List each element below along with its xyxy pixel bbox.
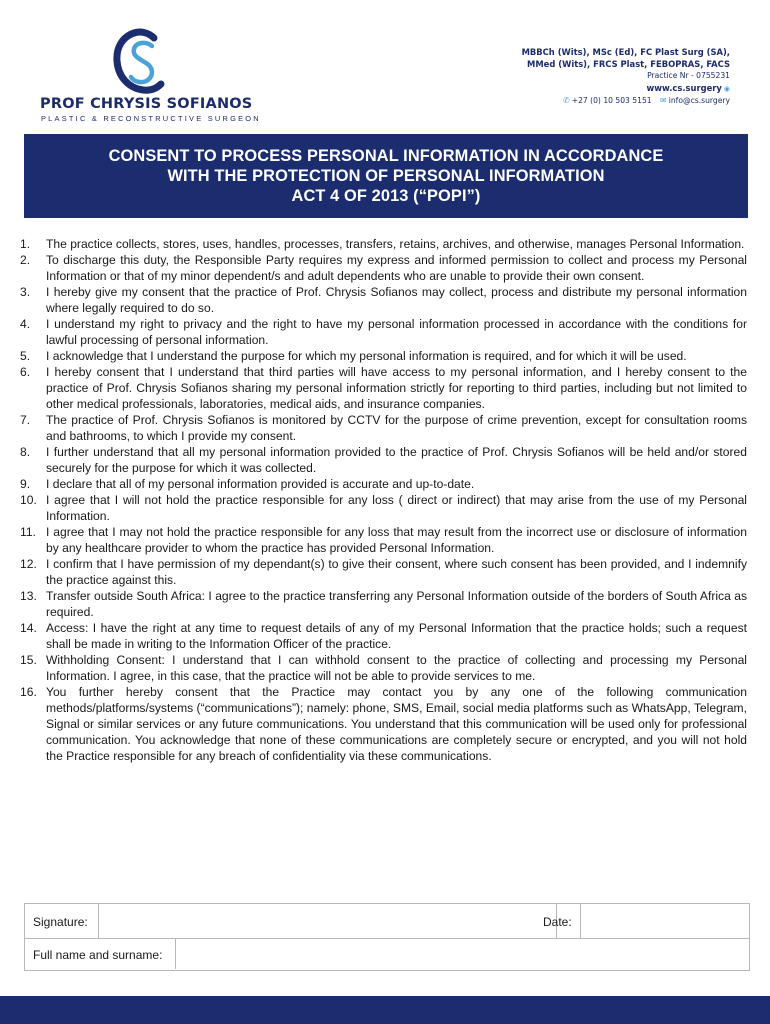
- item-number: 10.: [20, 493, 37, 507]
- qualifications-line-2: MMed (Wits), FRCS Plast, FEBOPRAS, FACS: [527, 59, 730, 69]
- item-text: I further understand that all my personal information provided to the practice of Prof. Chrysis Sofianos will be held and/or stored securely for the purpose for which it was collected.: [46, 445, 747, 475]
- item-text: I hereby consent that I understand that third parties will have access to my personal information, and I hereby consent to the practice of Prof. Chrysis Sofianos sharing my personal information strictly for reporting to third parties, including but not limited to other medical professionals, laboratories, medical aids, and insurance companies.: [46, 365, 747, 411]
- item-number: 2.: [20, 253, 31, 267]
- list-item: [20, 316, 747, 348]
- list-item: [20, 252, 747, 284]
- practice-number: Practice Nr - 0755231: [647, 71, 730, 80]
- practice-logo: [40, 28, 261, 124]
- list-item: [20, 444, 747, 476]
- date-field[interactable]: [580, 904, 749, 938]
- item-text: To discharge this duty, the Responsible Party requires my express and informed permission to collect and process my Personal Information or that of my minor dependent/s and adult dependents who are unable to provide their own consent.: [46, 253, 747, 283]
- signature-field[interactable]: [98, 904, 557, 938]
- globe-icon: ◉: [723, 85, 730, 93]
- item-number: 9.: [20, 477, 31, 491]
- email-address[interactable]: info@cs.surgery: [668, 96, 730, 105]
- item-text: Withholding Consent: I understand that I can withhold consent to the practice of collecting and processing my Personal Information. I agree, in this case, that the practice will not be able to provide services to me.: [46, 653, 747, 683]
- title-line-1: CONSENT TO PROCESS PERSONAL INFORMATION IN ACCORDANCE: [108, 147, 664, 165]
- item-number: 3.: [20, 285, 31, 299]
- list-item: [20, 476, 747, 492]
- list-item: [20, 652, 747, 684]
- contact-details: [522, 46, 730, 107]
- cs-monogram-icon: [110, 28, 170, 96]
- item-text: You further hereby consent that the Practice may contact you by any one of the following communication methods/platforms/systems (“communications”); namely: phone, SMS, Email, social media platforms such as WhatsApp, Telegram, Signal or similar services or any future communications. You understand that this communication will be used only for professional communication. You acknowledge that none of these communications are completely secure or encrypted, and you will not hold the Practice responsible for any breach of confidentiality via these communications.: [46, 685, 747, 763]
- list-item: [20, 684, 747, 764]
- website-link[interactable]: www.cs.surgery: [646, 83, 722, 93]
- full-name-label: Full name and surname:: [33, 948, 163, 962]
- list-item: [20, 348, 747, 364]
- item-text: Access: I have the right at any time to request details of any of my Personal Information that the practice holds; such a request shall be made in writing to the Information Officer of the practice.: [46, 621, 747, 651]
- list-item: [20, 364, 747, 412]
- date-label: Date:: [543, 915, 572, 929]
- list-item: [20, 492, 747, 524]
- item-number: 5.: [20, 349, 31, 363]
- logo-name: PROF CHRYSIS SOFIANOS: [40, 96, 253, 112]
- email-icon: ✉: [660, 96, 667, 105]
- item-text: I agree that I will not hold the practice responsible for any loss ( direct or indirect) that may arise from the use of my Personal Information.: [46, 493, 747, 523]
- item-number: 15.: [20, 653, 37, 667]
- phone-number[interactable]: +27 (0) 10 503 5151: [571, 96, 652, 105]
- item-text: I agree that I may not hold the practice responsible for any loss that may result from the incorrect use or disclosure of information by any healthcare provider to whom the practice has provided Personal Information.: [46, 525, 747, 555]
- item-text: I acknowledge that I understand the purpose for which my personal information is required, and for which it will be used.: [46, 349, 687, 363]
- website-row: [522, 82, 730, 95]
- title-line-3: ACT 4 OF 2013 (“POPI”): [291, 187, 481, 205]
- item-number: 8.: [20, 445, 31, 459]
- list-item: [20, 284, 747, 316]
- item-text: I confirm that I have permission of my dependant(s) to give their consent, where such consent has been provided, and I indemnify the practice against this.: [46, 557, 747, 587]
- item-text: I declare that all of my personal information provided is accurate and up-to-date.: [46, 477, 475, 491]
- logo-subtitle: PLASTIC & RECONSTRUCTIVE SURGEON: [41, 114, 261, 123]
- full-name-field[interactable]: [175, 939, 749, 969]
- item-number: 1.: [20, 237, 31, 251]
- footer-bar: [0, 996, 770, 1024]
- list-item: [20, 524, 747, 556]
- title-banner: [24, 134, 748, 218]
- item-number: 14.: [20, 621, 37, 635]
- list-item: [20, 620, 747, 652]
- list-item: [20, 412, 747, 444]
- item-text: I hereby give my consent that the practice of Prof. Chrysis Sofianos may collect, process and distribute my personal information where legally required to do so.: [46, 285, 747, 315]
- item-text: The practice collects, stores, uses, handles, processes, transfers, retains, archives, and otherwise, manages Personal Information.: [46, 237, 745, 251]
- item-number: 4.: [20, 317, 31, 331]
- consent-clauses: [20, 236, 747, 764]
- phone-email-row: [522, 95, 730, 107]
- signature-label: Signature:: [33, 915, 88, 929]
- qualifications-line-1: MBBCh (Wits), MSc (Ed), FC Plast Surg (SA),: [521, 47, 730, 57]
- item-number: 7.: [20, 413, 31, 427]
- item-number: 6.: [20, 365, 31, 379]
- item-number: 16.: [20, 685, 37, 699]
- signature-form: [24, 903, 750, 971]
- item-text: I understand my right to privacy and the right to have my personal information processed in accordance with the conditions for lawful processing of personal information.: [46, 317, 747, 347]
- item-text: Transfer outside South Africa: I agree to the practice transferring any Personal Information outside of the borders of South Africa as required.: [46, 589, 747, 619]
- title-line-2: WITH THE PROTECTION OF PERSONAL INFORMATION: [167, 167, 605, 185]
- list-item: [20, 556, 747, 588]
- item-text: The practice of Prof. Chrysis Sofianos is monitored by CCTV for the purpose of crime prevention, except for consultation rooms and bathrooms, to which I provide my consent.: [46, 413, 747, 443]
- item-number: 11.: [20, 525, 36, 539]
- list-item: [20, 588, 747, 620]
- list-item: [20, 236, 747, 252]
- item-number: 13.: [20, 589, 37, 603]
- phone-icon: ✆: [563, 96, 570, 105]
- item-number: 12.: [20, 557, 37, 571]
